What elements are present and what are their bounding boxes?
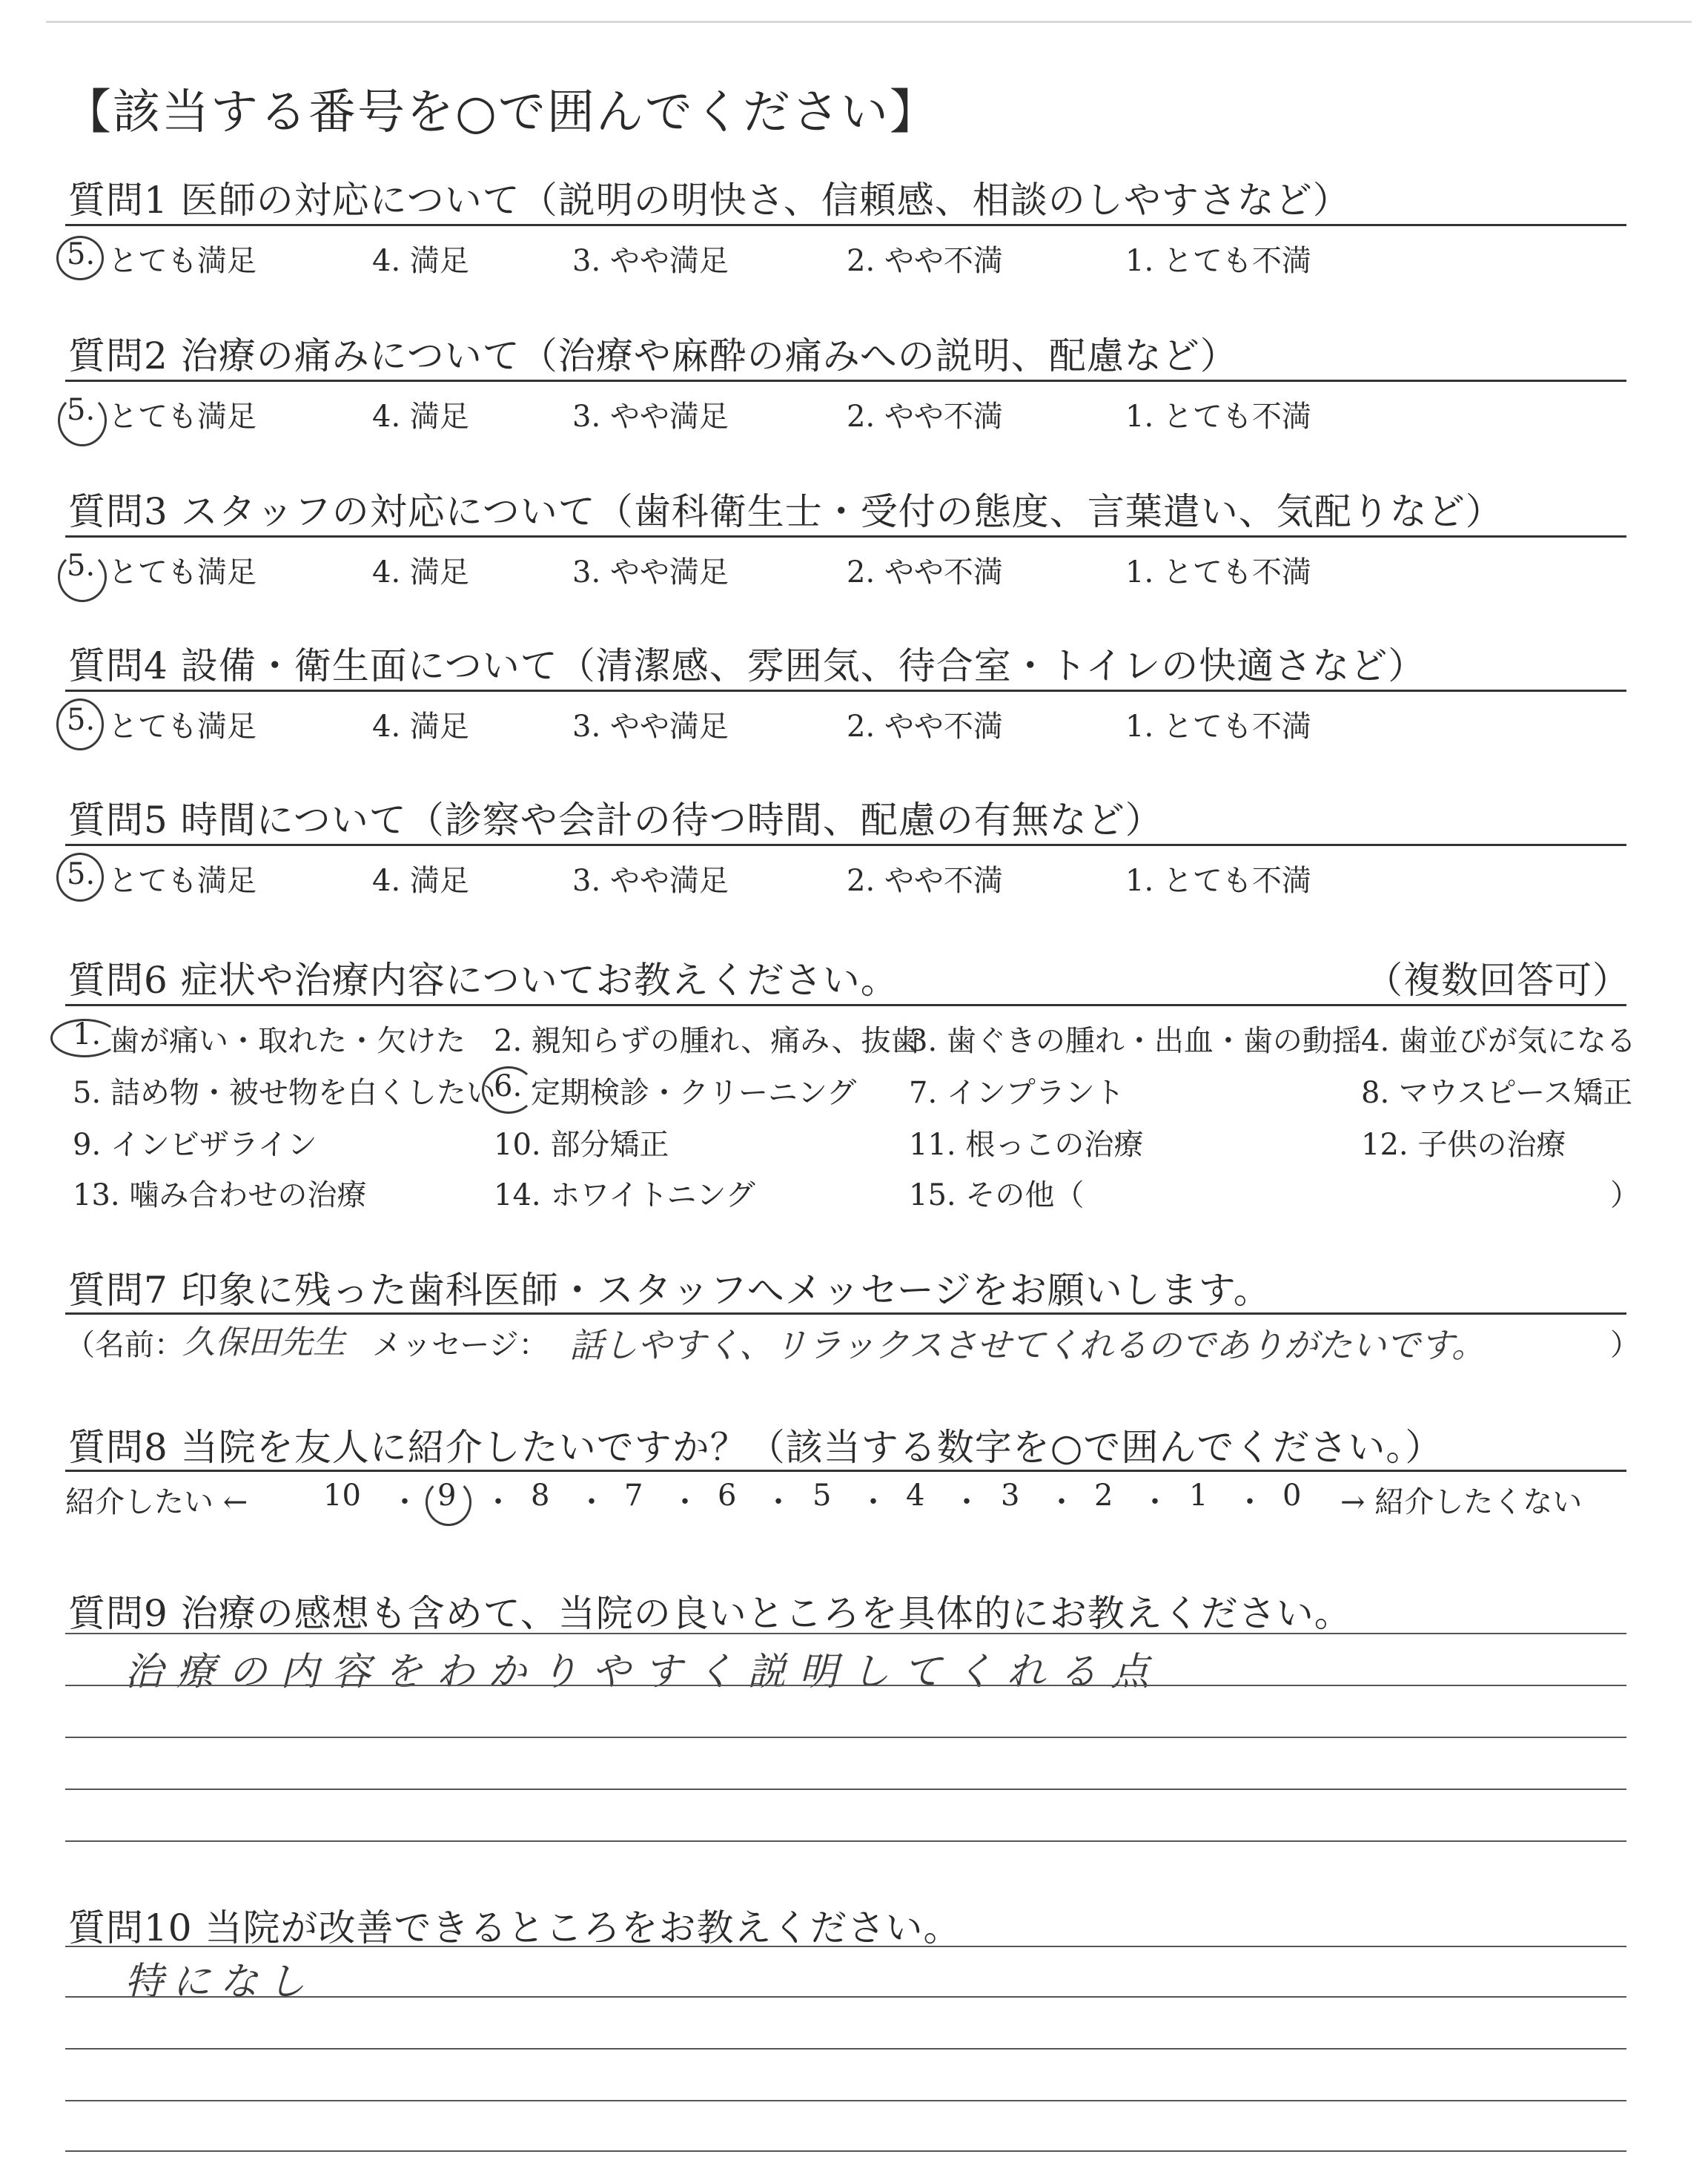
q10-line-4	[65, 2100, 1626, 2101]
q8-left-label: 紹介したい ←	[65, 1485, 248, 1519]
question-9-heading: 質問9 治療の感想も含めて、当院の良いところを具体的にお教えください。	[68, 1592, 1352, 1635]
q10-line-3	[65, 2048, 1626, 2050]
q1-option-2[interactable]: 2. やや不満	[847, 244, 1003, 278]
q8-scale-2[interactable]: 2	[1094, 1479, 1113, 1513]
q6-selection-circle-6	[482, 1066, 535, 1114]
q2-option-2[interactable]: 2. やや不満	[847, 400, 1003, 434]
q8-scale-8[interactable]: 8	[531, 1479, 550, 1513]
q9-line-3	[65, 1737, 1626, 1738]
q4-option-3[interactable]: 3. やや満足	[572, 710, 729, 744]
q3-option-4[interactable]: 4. 満足	[372, 555, 469, 589]
q3-option-1[interactable]: 1. とても不満	[1125, 555, 1311, 589]
q6-option-12[interactable]: 12. 子供の治療	[1361, 1128, 1566, 1162]
q9-line-1	[65, 1633, 1626, 1634]
question-6-multiple-note: （複数回答可）	[1366, 959, 1630, 1002]
q6-option-1-label[interactable]: 歯が痛い・取れた・欠けた	[110, 1024, 466, 1058]
q10-line-2	[65, 1996, 1626, 1998]
q6-option-3[interactable]: 3. 歯ぐきの腫れ・出血・歯の動揺	[909, 1024, 1362, 1058]
q6-option-10[interactable]: 10. 部分矯正	[494, 1128, 669, 1162]
q8-selection-circle	[426, 1479, 471, 1526]
q3-option-5-number[interactable]: 5.	[67, 549, 96, 583]
q6-option-2[interactable]: 2. 親知らずの腫れ、痛み、抜歯	[494, 1024, 921, 1058]
q8-scale-4[interactable]: 4	[906, 1479, 925, 1513]
q2-option-4[interactable]: 4. 満足	[372, 400, 469, 434]
q6-option-8[interactable]: 8. マウスピース矯正	[1361, 1076, 1633, 1110]
q8-separator: ・	[1235, 1485, 1265, 1519]
q6-option-6-number[interactable]: 6.	[494, 1069, 523, 1103]
question-4-heading: 質問4 設備・衛生面について（清潔感、雰囲気、待合室・トイレの快適さなど）	[68, 644, 1426, 687]
question-5-heading: 質問5 時間について（診察や会計の待つ時間、配慮の有無など）	[68, 799, 1163, 842]
q7-name-label: （名前：	[65, 1328, 184, 1362]
question-6-heading: 質問6 症状や治療内容についてお教えください。	[68, 959, 898, 1002]
q7-close: ）	[1610, 1328, 1640, 1362]
question-2-heading: 質問2 治療の痛みについて（治療や麻酔の痛みへの説明、配慮など）	[68, 334, 1238, 377]
question-1-heading: 質問1 医師の対応について（説明の明快さ、信頼感、相談のしやすさなど）	[68, 179, 1351, 222]
q5-option-4[interactable]: 4. 満足	[372, 864, 469, 898]
q8-scale-7[interactable]: 7	[624, 1479, 643, 1513]
question-4-rule	[65, 690, 1626, 692]
q4-selection-circle	[56, 698, 104, 750]
q1-selection-circle	[56, 236, 104, 280]
q5-option-1[interactable]: 1. とても不満	[1125, 864, 1311, 898]
q2-option-3[interactable]: 3. やや満足	[572, 400, 729, 434]
q8-separator: ・	[1140, 1485, 1170, 1519]
question-10-heading: 質問10 当院が改善できるところをお教えください。	[68, 1906, 961, 1949]
q8-separator: ・	[390, 1485, 420, 1519]
q6-option-15[interactable]: 15. その他（	[909, 1178, 1085, 1212]
q7-message-label: メッセージ：	[372, 1328, 549, 1362]
q1-option-3[interactable]: 3. やや満足	[572, 244, 729, 278]
form-title: 【該当する番号を○で囲んでください】	[64, 85, 939, 140]
q8-separator: ・	[764, 1485, 793, 1519]
q7-message-handwritten: 話しやすく、リラックスさせてくれるのでありがたいです。	[569, 1325, 1486, 1365]
q2-selection-circle	[58, 394, 107, 446]
q8-scale-6[interactable]: 6	[718, 1479, 737, 1513]
q3-selection-circle	[58, 552, 107, 602]
q6-option-14[interactable]: 14. ホワイトニング	[494, 1178, 755, 1212]
q5-option-5-number[interactable]: 5.	[67, 857, 96, 891]
question-7-heading: 質問7 印象に残った歯科医師・スタッフへメッセージをお願いします。	[68, 1269, 1271, 1312]
q2-option-5-label[interactable]: とても満足	[108, 400, 256, 434]
q4-option-1[interactable]: 1. とても不満	[1125, 710, 1311, 744]
q6-option-7[interactable]: 7. インプラント	[909, 1076, 1125, 1110]
q6-selection-circle-1	[50, 1019, 119, 1057]
scan-top-edge	[46, 21, 1692, 23]
question-5-rule	[65, 844, 1626, 846]
q8-separator: ・	[577, 1485, 606, 1519]
q8-right-label: → 紹介したくない	[1340, 1485, 1583, 1519]
q8-separator: ・	[952, 1485, 982, 1519]
q5-selection-circle	[56, 853, 104, 902]
q6-option-13[interactable]: 13. 噛み合わせの治療	[73, 1178, 367, 1212]
q8-scale-3[interactable]: 3	[1001, 1479, 1020, 1513]
q9-line-4	[65, 1789, 1626, 1790]
q8-separator: ・	[483, 1485, 513, 1519]
q4-option-2[interactable]: 2. やや不満	[847, 710, 1003, 744]
q4-option-5-label[interactable]: とても満足	[108, 710, 256, 744]
q1-option-4[interactable]: 4. 満足	[372, 244, 469, 278]
q9-answer-handwritten: 治療の内容をわかりやすく説明してくれる点	[125, 1650, 1163, 1694]
q8-scale-5[interactable]: 5	[812, 1479, 832, 1513]
q5-option-3[interactable]: 3. やや満足	[572, 864, 729, 898]
q3-option-5-label[interactable]: とても満足	[108, 555, 256, 589]
q3-option-2[interactable]: 2. やや不満	[847, 555, 1003, 589]
q8-separator: ・	[670, 1485, 700, 1519]
q7-name-handwritten: 久保田先生	[182, 1324, 345, 1361]
question-6-rule	[65, 1004, 1626, 1006]
q9-line-2	[65, 1685, 1626, 1686]
q4-option-5-number[interactable]: 5.	[67, 703, 96, 737]
q10-line-5	[65, 2150, 1626, 2152]
question-8-heading: 質問8 当院を友人に紹介したいですか？（該当する数字を○で囲んでください。）	[68, 1426, 1443, 1469]
q6-option-15-close: ）	[1610, 1178, 1640, 1212]
q1-option-5-label[interactable]: とても満足	[108, 244, 256, 278]
q5-option-2[interactable]: 2. やや不満	[847, 864, 1003, 898]
question-8-rule	[65, 1470, 1626, 1472]
q8-separator: ・	[1047, 1485, 1076, 1519]
q6-option-5[interactable]: 5. 詰め物・被せ物を白くしたい	[73, 1076, 496, 1110]
q1-option-1[interactable]: 1. とても不満	[1125, 244, 1311, 278]
q1-option-5-number[interactable]: 5.	[67, 237, 96, 271]
q6-option-11[interactable]: 11. 根っこの治療	[909, 1128, 1144, 1162]
q6-option-9[interactable]: 9. インビザライン	[73, 1128, 317, 1162]
q8-scale-10[interactable]: 10	[323, 1479, 361, 1513]
q10-line-1	[65, 1946, 1626, 1947]
q4-option-4[interactable]: 4. 満足	[372, 710, 469, 744]
q8-scale-1[interactable]: 1	[1189, 1479, 1208, 1513]
q2-option-5-number[interactable]: 5.	[67, 393, 96, 427]
question-3-rule	[65, 535, 1626, 538]
q8-scale-9[interactable]: 9	[437, 1479, 457, 1513]
q10-answer-handwritten: 特になし	[125, 1960, 315, 2004]
q6-option-6-label[interactable]: 定期検診・クリーニング	[531, 1076, 857, 1110]
q8-separator: ・	[858, 1485, 888, 1519]
q9-line-5	[65, 1840, 1626, 1842]
q3-option-3[interactable]: 3. やや満足	[572, 555, 729, 589]
q5-option-5-label[interactable]: とても満足	[108, 864, 256, 898]
question-7-rule	[65, 1312, 1626, 1315]
q2-option-1[interactable]: 1. とても不満	[1125, 400, 1311, 434]
q6-option-1-number[interactable]: 1.	[73, 1017, 102, 1051]
question-3-heading: 質問3 スタッフの対応について（歯科衛生士・受付の態度、言葉遣い、気配りなど）	[68, 490, 1503, 533]
question-2-rule	[65, 380, 1626, 382]
q8-scale-0[interactable]: 0	[1282, 1479, 1302, 1513]
q6-option-4[interactable]: 4. 歯並びが気になる	[1361, 1024, 1636, 1058]
question-1-rule	[65, 224, 1626, 226]
